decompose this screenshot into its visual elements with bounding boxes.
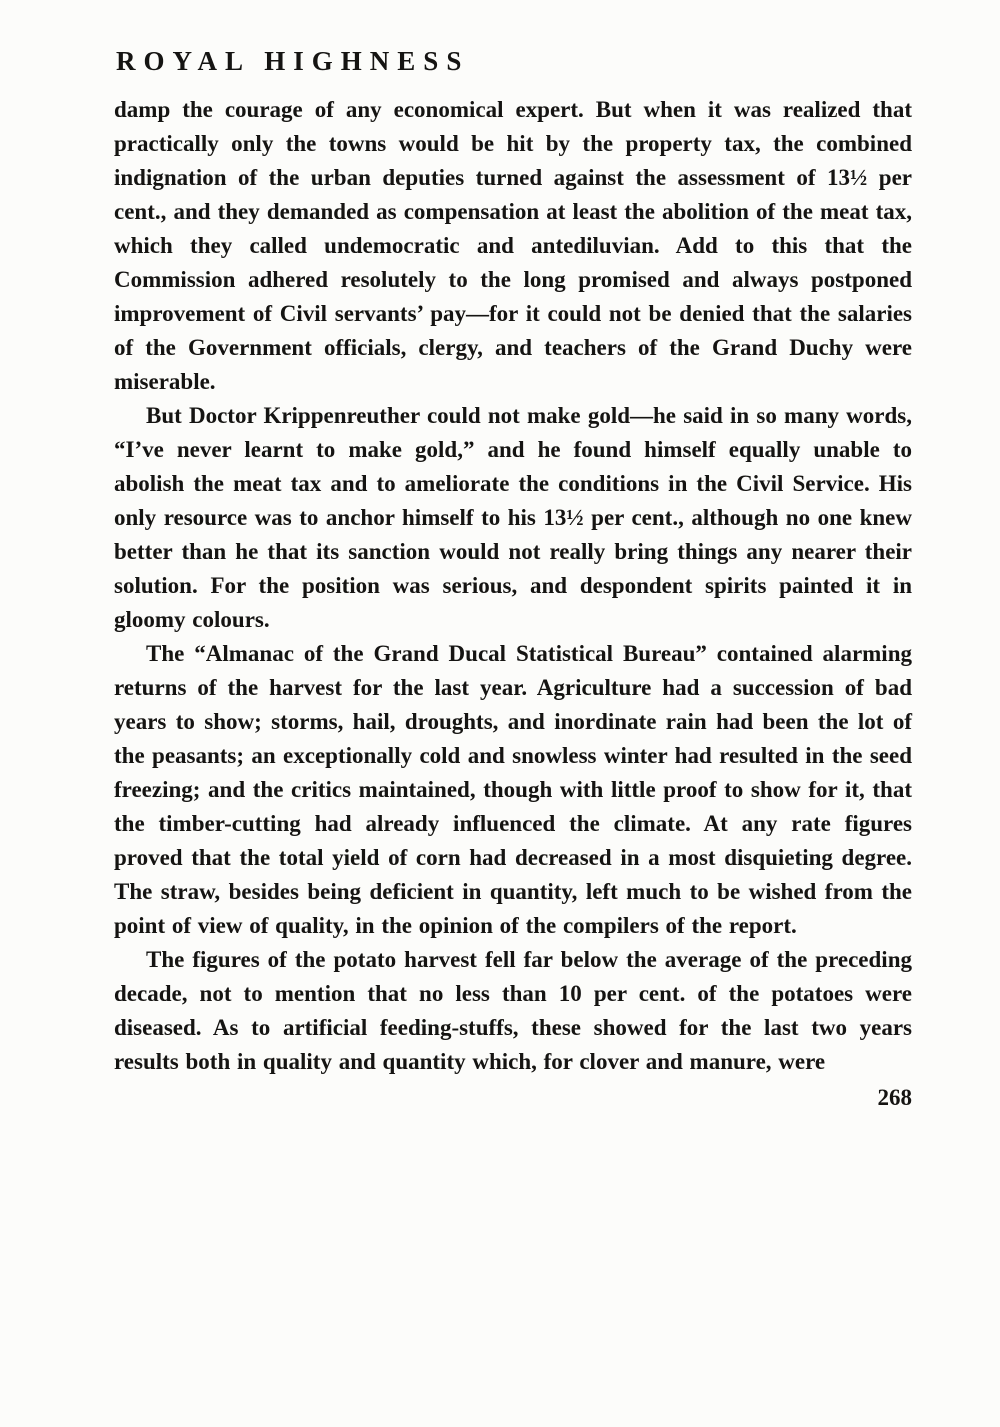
body-paragraph: The “Almanac of the Grand Ducal Statistical Bureau” contained alarming returns of the harvest for the last year. Agriculture had a succession of bad years to show; storms, hail, droughts, and inordinate rain had been the lot of the peasants; an exceptionally cold and snowless winter had resulted in the seed freezing; and the critics maintained, though with little proof to show for it, that the timber-cutting had already influenced the climate. At any rate figures proved that the total yield of corn had decreased in a most disquieting degree. The straw, besides being deficient in quantity, left much to be wished from the point of view of quality, in the opinion of the compilers of the report.	[114, 641, 912, 938]
page-number: 268	[877, 1085, 912, 1110]
body-paragraph: But Doctor Krippenreuther could not make gold—he said in so many words, “I’ve never learnt to make gold,” and he found himself equally unable to abolish the meat tax and to ameliorate the conditions in the Civil Service. His only resource was to anchor himself to his 13½ per cent., although no one knew better than he that its sanction would not really bring things any nearer their solution. For the position was serious, and despondent spirits painted it in gloomy colours.	[114, 403, 912, 632]
body-paragraph: damp the courage of any economical expert. But when it was realized that practically only the towns would be hit by the property tax, the combined indignation of the urban deputies turned against the assessment of 13½ per cent., and they demanded as compensation at least the abolition of the meat tax, which they called undemocratic and antediluvian. Add to this that the Commission adhered resolutely to the long promised and always postponed improvement of Civil servants’ pay—for it could not be denied that the salaries of the Government officials, clergy, and teachers of the Grand Duchy were miserable.	[114, 97, 912, 394]
page-body	[114, 93, 912, 1079]
body-paragraph: The figures of the potato harvest fell far below the average of the preceding decade, not to mention that no less than 10 per cent. of the potatoes were diseased. As to artificial feeding-stuffs, these showed for the last two years results both in quality and quantity which, for clover and manure, were	[114, 947, 912, 1074]
running-head: ROYAL HIGHNESS	[116, 46, 470, 76]
